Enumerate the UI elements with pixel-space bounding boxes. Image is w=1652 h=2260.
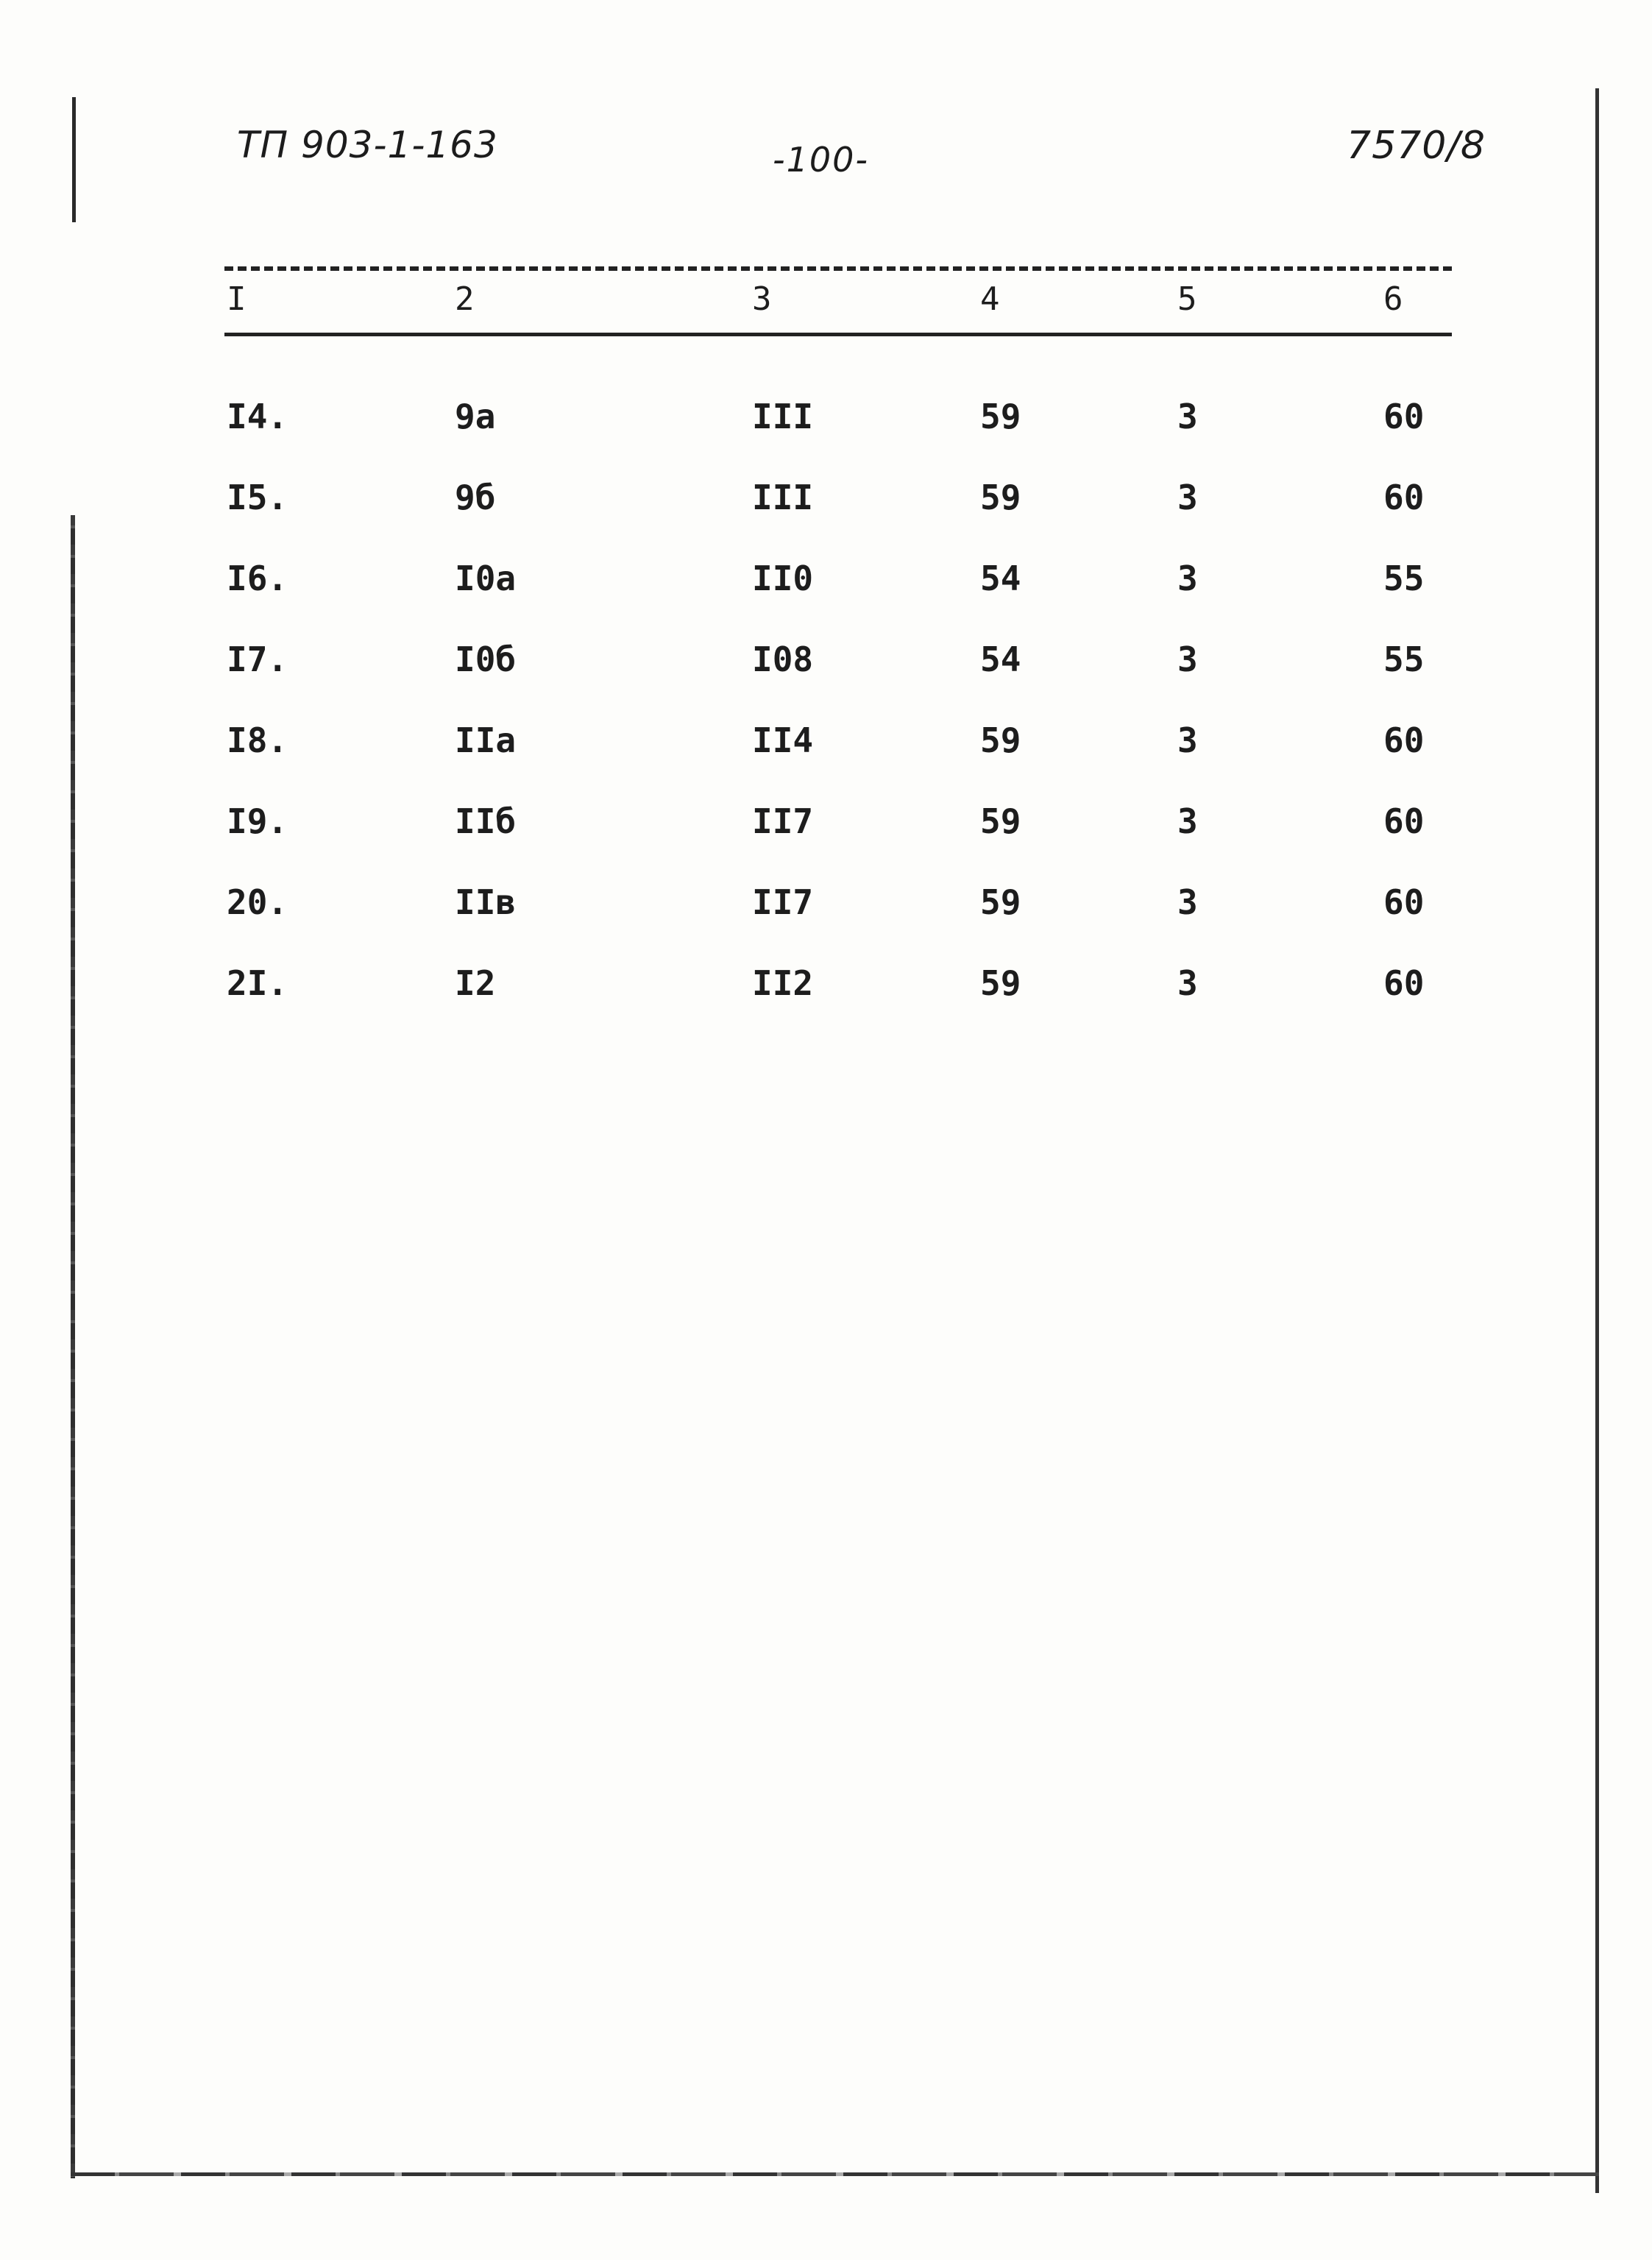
column-header-3: 3: [752, 280, 772, 318]
table-cell: 3: [1177, 963, 1198, 1003]
table-cell: 59: [980, 478, 1021, 517]
sheet-reference: 7570/8: [1347, 124, 1486, 168]
column-header-2: 2: [455, 280, 475, 318]
table-cell: 3: [1177, 801, 1198, 841]
table-row: [0, 876, 1652, 928]
table-cell: III: [752, 397, 814, 436]
table-row: [0, 957, 1652, 1009]
table-cell: I08: [752, 640, 814, 679]
row-number: I6.: [227, 559, 288, 598]
page-number: -100-: [773, 140, 869, 180]
table-row: [0, 472, 1652, 523]
table-cell: 3: [1177, 478, 1198, 517]
table-cell: 55: [1383, 559, 1425, 598]
table-cell: II4: [752, 720, 814, 760]
row-number: I4.: [227, 397, 288, 436]
table-cell: 59: [980, 801, 1021, 841]
table-cell: 3: [1177, 559, 1198, 598]
table-cell: 60: [1383, 801, 1425, 841]
table-row: [0, 715, 1652, 766]
table-header-row: [0, 274, 1652, 325]
row-number: 20.: [227, 882, 288, 922]
table-cell: II0: [752, 559, 814, 598]
table-cell: 9б: [455, 478, 496, 517]
table-cell: 59: [980, 720, 1021, 760]
table-cell: I0б: [455, 640, 517, 679]
table-cell: 59: [980, 963, 1021, 1003]
row-number: 2I.: [227, 963, 288, 1003]
table-cell: 59: [980, 882, 1021, 922]
table-cell: 59: [980, 397, 1021, 436]
table-cell: II2: [752, 963, 814, 1003]
table-cell: 54: [980, 559, 1021, 598]
table-row: [0, 796, 1652, 847]
table-cell: 60: [1383, 963, 1425, 1003]
table-cell: I0а: [455, 559, 517, 598]
table-cell: IIб: [455, 801, 517, 841]
column-header-1: I: [227, 280, 247, 318]
row-number: I8.: [227, 720, 288, 760]
table-cell: I2: [455, 963, 496, 1003]
column-header-5: 5: [1177, 280, 1197, 318]
table-cell: 3: [1177, 640, 1198, 679]
table-row: [0, 634, 1652, 685]
table-cell: 3: [1177, 720, 1198, 760]
column-header-6: 6: [1383, 280, 1403, 318]
table-cell: 54: [980, 640, 1021, 679]
table-cell: II7: [752, 882, 814, 922]
header-dashed-rule: [224, 266, 1452, 271]
row-number: I7.: [227, 640, 288, 679]
table-row: [0, 391, 1652, 442]
table-cell: 60: [1383, 882, 1425, 922]
row-number: I5.: [227, 478, 288, 517]
table-cell: 9а: [455, 397, 496, 436]
table-cell: 60: [1383, 397, 1425, 436]
column-header-4: 4: [980, 280, 1000, 318]
table-cell: 60: [1383, 720, 1425, 760]
table-cell: 60: [1383, 478, 1425, 517]
frame-bottom-edge: [71, 2172, 1599, 2176]
frame-left-edge-top: [72, 97, 76, 222]
document-code: ТП 903-1-163: [237, 124, 498, 166]
table-cell: III: [752, 478, 814, 517]
table-cell: IIв: [455, 882, 517, 922]
table-cell: 3: [1177, 882, 1198, 922]
table-cell: 3: [1177, 397, 1198, 436]
table-cell: IIа: [455, 720, 517, 760]
table-cell: II7: [752, 801, 814, 841]
table-row: [0, 553, 1652, 604]
row-number: I9.: [227, 801, 288, 841]
table-cell: 55: [1383, 640, 1425, 679]
header-solid-rule: [224, 333, 1452, 336]
